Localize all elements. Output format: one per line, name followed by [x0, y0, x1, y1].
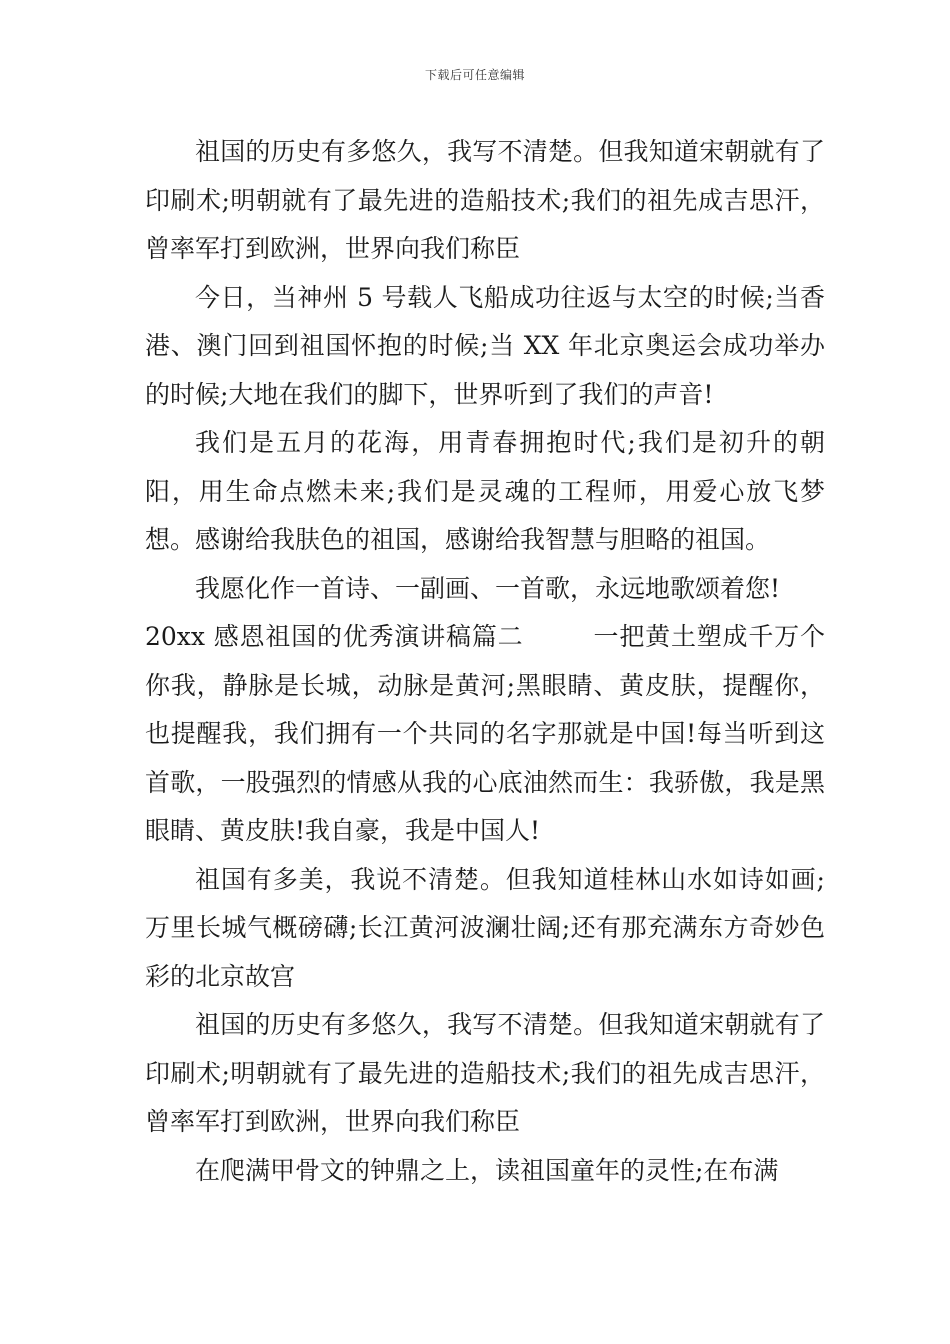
paragraph-6 — [145, 1001, 825, 1147]
line: 阳，用生命点燃未来;我们是灵魂的工程师，用爱心放飞梦 — [145, 476, 825, 506]
line: 你我，静脉是长城，动脉是黄河;黑眼睛、黄皮肤，提醒你， — [145, 670, 825, 700]
line: 祖国的历史有多悠久，我写不清楚。但我知道宋朝就 — [195, 137, 775, 166]
line: 这首歌，一股强烈的情感从我的心底油然而生：我骄傲， — [145, 719, 825, 797]
line: 办的时候;大地在我们的脚下，世界听到了我们的声音! — [145, 331, 825, 409]
line: 有了印刷术;明朝就有了最先进的造船技术;我们的祖先成 — [145, 1010, 825, 1088]
line: 我们是五月的花海，用青春拥抱时代;我们是初升的朝 — [195, 428, 825, 457]
line: 画;万里长城气概磅礴;长江黄河波澜壮阔;还有那充满东方 — [145, 864, 825, 942]
line: 一把黄土塑成千万个 — [593, 622, 825, 651]
line: 有了印刷术;明朝就有了最先进的造船技术;我们的祖先成 — [145, 137, 825, 215]
document-body — [145, 128, 825, 1195]
line: 奇妙色彩的北京故宫 — [145, 913, 825, 991]
line: 我愿化作一首诗、一副画、一首歌，永远地歌颂着您! — [195, 573, 781, 603]
paragraph-1 — [145, 128, 825, 274]
paragraph-5 — [145, 856, 825, 1002]
paragraph-4 — [145, 565, 825, 614]
line: 在爬满甲骨文的钟鼎之上，读祖国童年的灵性;在布满 — [195, 1155, 779, 1185]
line: 我是黑眼睛、黄皮肤!我自豪，我是中国人! — [145, 767, 825, 845]
page-header: 下载后可任意编辑 — [424, 68, 525, 82]
line: 祖国有多美，我说不清楚。但我知道桂林山水如诗如 — [195, 864, 791, 894]
line: 也提醒我，我们拥有一个共同的名字那就是中国!每当听到 — [145, 719, 800, 748]
section-2-title: 20xx 感恩祖国的优秀演讲稿篇二 — [145, 622, 524, 651]
paragraph-2 — [145, 274, 825, 420]
line: 吉思汗，曾率军打到欧洲，世界向我们称臣 — [145, 185, 825, 263]
line: 想。感谢给我肤色的祖国，感谢给我智慧与胆略的祖国。 — [145, 525, 771, 554]
paragraph-7 — [145, 1147, 825, 1196]
line: 香港、澳门回到祖国怀抱的时候;当 XX 年北京奥运会成功举 — [145, 282, 825, 360]
line: 祖国的历史有多悠久，我写不清楚。但我知道宋朝就 — [195, 1010, 775, 1039]
line: 今日，当神州 5 号载人飞船成功往返与太空的时候;当 — [195, 282, 800, 312]
line: 吉思汗，曾率军打到欧洲，世界向我们称臣 — [145, 1058, 825, 1136]
section-2-paragraph — [145, 613, 825, 856]
paragraph-3 — [145, 419, 825, 565]
